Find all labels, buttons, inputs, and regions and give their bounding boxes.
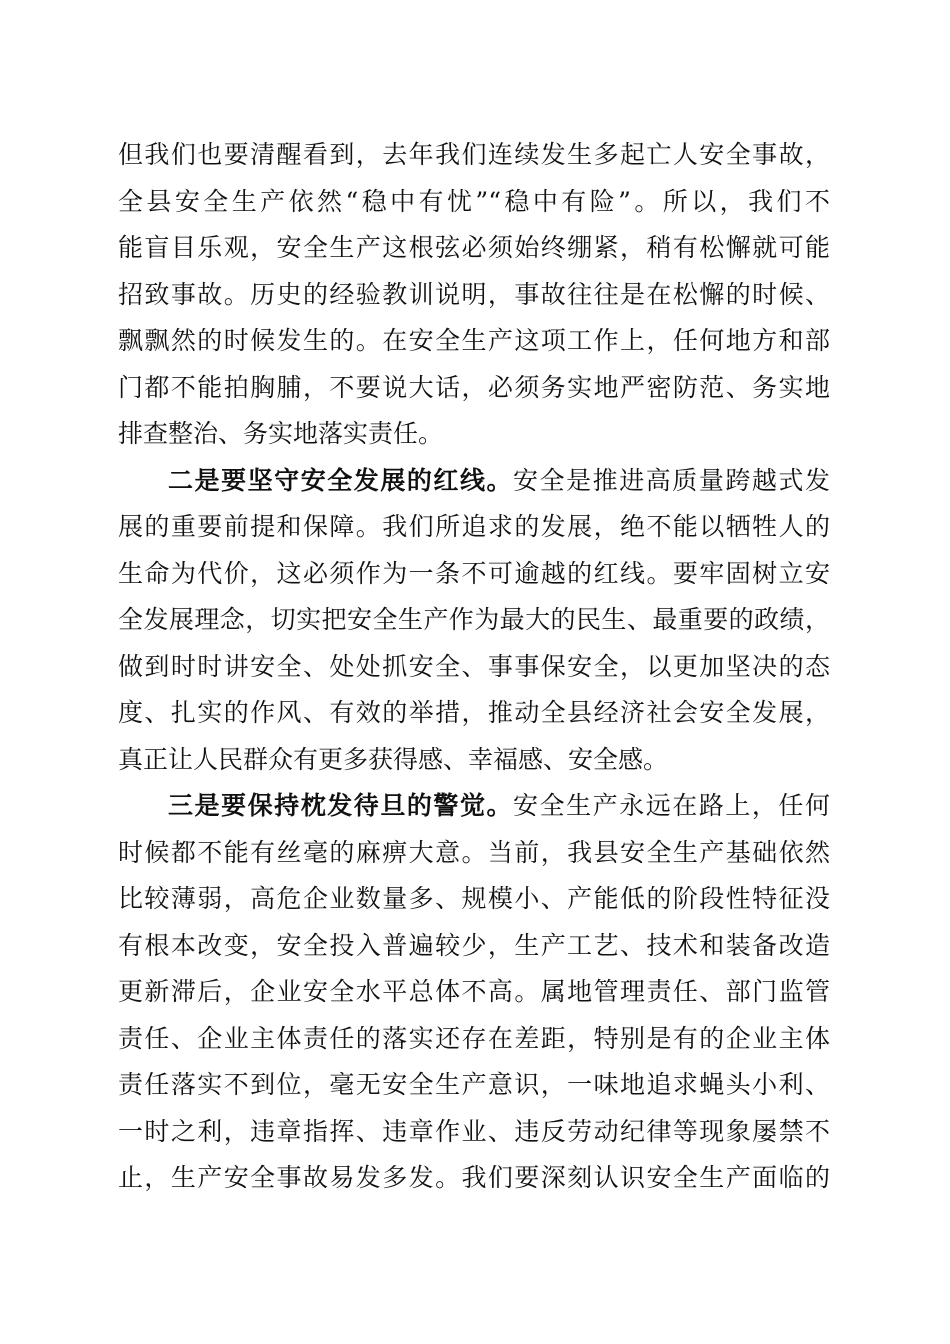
text-line: 责任、企业主体责任的落实还存在差距，特别是有的企业主体 — [118, 1023, 830, 1053]
text-line: 排查整治、务实地落实责任。 — [118, 419, 444, 448]
text-span: 安全生产永远在路上，任何 — [513, 791, 830, 820]
paragraph-heading: 三是要保持枕发待旦的警觉。 — [168, 791, 514, 820]
text-line: 时候都不能有丝毫的麻痹大意。当前，我县安全生产基础依然 — [118, 837, 830, 867]
text-line: 全发展理念，切实把安全生产作为最大的民生、最重要的政绩， — [118, 605, 830, 634]
text-line: 责任落实不到位，毫无安全生产意识，一味地追求蝇头小利、 — [118, 1070, 830, 1099]
text-line: 止，生产安全事故易发多发。我们要深刻认识安全生产面临的 — [118, 1163, 830, 1192]
text-line: 更新滞后，企业安全水平总体不高。属地管理责任、部门监管 — [118, 977, 830, 1006]
text-line: 展的重要前提和保障。我们所追求的发展，绝不能以牺牲人的 — [118, 512, 830, 541]
text-line: 度、扎实的作风、有效的举措，推动全县经济社会安全发展， — [118, 698, 830, 727]
text-line: 做到时时讲安全、处处抓安全、事事保安全，以更加坚决的态 — [118, 651, 830, 681]
paragraph-heading: 二是要坚守安全发展的红线。 — [168, 465, 514, 495]
text-span: 安全是推进高质量跨越式发 — [513, 465, 830, 495]
text-line: 全县安全生产依然“稳中有忧”“稳中有险”。所以，我们不 — [118, 186, 830, 216]
text-line: 门都不能拍胸脯，不要说大话，必须务实地严密防范、务实地 — [118, 372, 830, 402]
text-line: 一时之利，违章指挥、违章作业、违反劳动纪律等现象屡禁不 — [118, 1116, 830, 1146]
body-text — [118, 132, 830, 1202]
text-line: 但我们也要清醒看到，去年我们连续发生多起亡人安全事故， — [118, 140, 830, 169]
text-line — [118, 458, 830, 505]
text-line: 能盲目乐观，安全生产这根弦必须始终绷紧，稍有松懈就可能 — [118, 233, 830, 262]
text-line: 生命为代价，这必须作为一条不可逾越的红线。要牢固树立安 — [118, 558, 830, 588]
text-line: 飘飘然的时候发生的。在安全生产这项工作上，任何地方和部 — [118, 326, 830, 355]
text-line: 比较薄弱，高危企业数量多、规模小、产能低的阶段性特征没 — [118, 884, 830, 913]
text-line — [118, 783, 830, 830]
text-line: 有根本改变，安全投入普遍较少，生产工艺、技术和装备改造 — [118, 930, 830, 960]
text-line: 招致事故。历史的经验教训说明，事故往往是在松懈的时候、 — [118, 279, 830, 309]
paragraph-1 — [118, 132, 830, 458]
paragraph-2 — [118, 458, 830, 784]
paragraph-3 — [118, 783, 830, 1202]
text-line: 真正让人民群众有更多获得感、幸福感、安全感。 — [118, 744, 669, 774]
